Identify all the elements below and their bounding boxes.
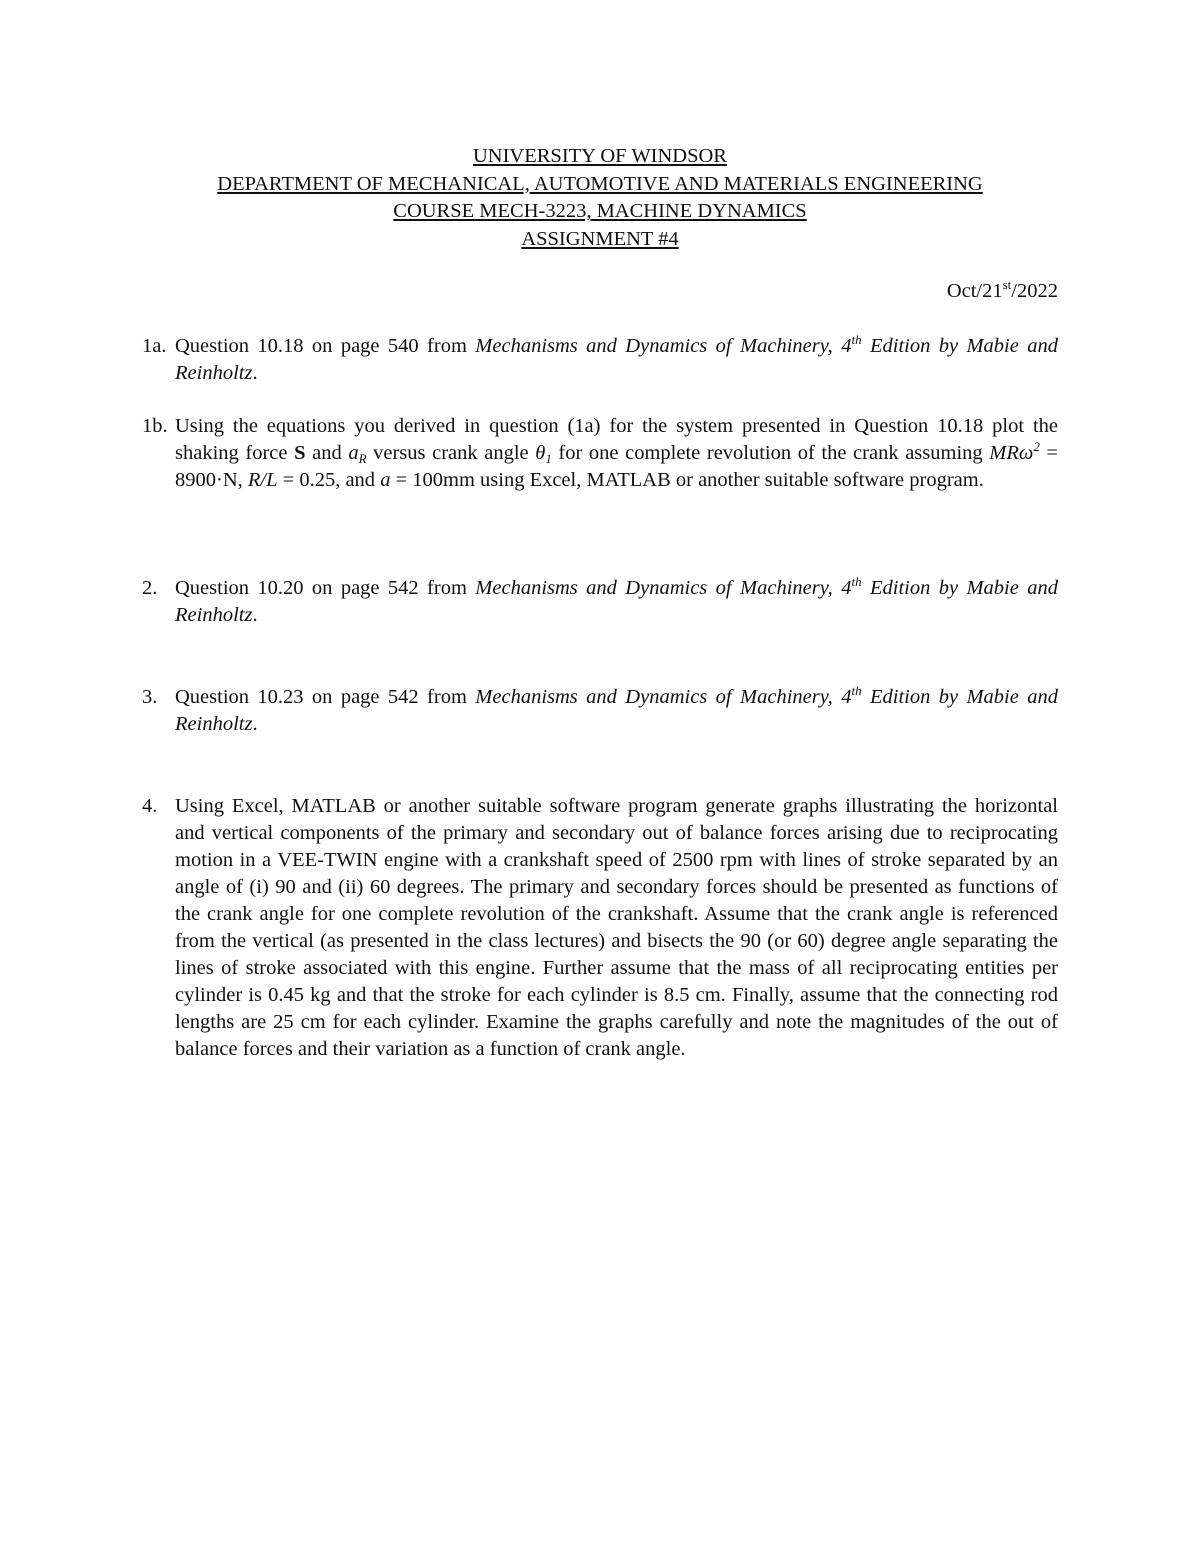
university-name: UNIVERSITY OF WINDSOR [473,145,727,167]
assignment-title: ASSIGNMENT #4 [521,227,679,250]
question-number: 4. [142,795,158,817]
book-title: Mechanisms and Dynamics of Machinery, 4th Edition by Mabie and Reinholtz [175,332,1058,384]
question-number: 2. [142,577,158,599]
document-header [0,143,1200,253]
question-4 [142,793,1058,1063]
course-title: COURSE MECH-3223, MACHINE DYNAMICS [393,200,807,222]
book-title: Mechanisms and Dynamics of Machinery, 4th Edition by Mabie and Reinholtz [175,574,1058,626]
question-1b [142,413,1058,494]
question-text: Using the equations you derived in question (1a) for the system presented in Question 10.18 plot the shaking force S and $a_R$ versus crank angle $\theta_1$ for one complete revolution of the crank assuming MRω$^2$ = 8900·N, R/L = 0.25, and a = 100mm using Excel, MATLAB or another suitable software program. [175,415,1058,491]
question-text: Question 10.20 on page 542 from Mechanisms and Dynamics of Machinery, 4th Edition by Mabie and Reinholtz. [175,574,1058,626]
book-title: Mechanisms and Dynamics of Machinery, 4th Edition by Mabie and Reinholtz [175,683,1058,735]
question-number: 3. [142,686,158,708]
assignment-date: Oct/21st/2022 [946,277,1058,302]
question-text: Using Excel, MATLAB or another suitable software program generate graphs illustrating the horizontal and vertical components of the primary and secondary out of balance forces arising due to reciprocating motion in a VEE-TWIN engine with a crankshaft speed of 2500 rpm with lines of stroke separated by an angle of (i) 90 and (ii) 60 degrees. The primary and secondary forces should be presented as functions of the crank angle for one complete revolution of the crankshaft. Assume that the crank angle is referenced from the vertical (as presented in the class lectures) and bisects the 90 (or 60) degree angle separating the lines of stroke associated with this engine. Further assume that the mass of all reciprocating entities per cylinder is 0.45 kg and that the stroke for each cylinder is 8.5 cm. Finally, assume that the connecting rod lengths are 25 cm for each cylinder. Examine the graphs carefully and note the magnitudes of the out of balance forces and their variation as a function of crank angle. [175,795,1058,1060]
department-name: DEPARTMENT OF MECHANICAL, AUTOMOTIVE AND MATERIALS ENGINEERING [217,172,983,195]
question-text: Question 10.18 on page 540 from Mechanisms and Dynamics of Machinery, 4th Edition by Mabie and Reinholtz. [175,332,1058,384]
question-number: 1a. [142,335,167,357]
question-3 [142,684,1058,738]
question-1a [142,333,1058,387]
question-number: 1b. [142,415,168,437]
question-2 [142,575,1058,629]
question-text: Question 10.23 on page 542 from Mechanisms and Dynamics of Machinery, 4th Edition by Mabie and Reinholtz. [175,683,1058,735]
